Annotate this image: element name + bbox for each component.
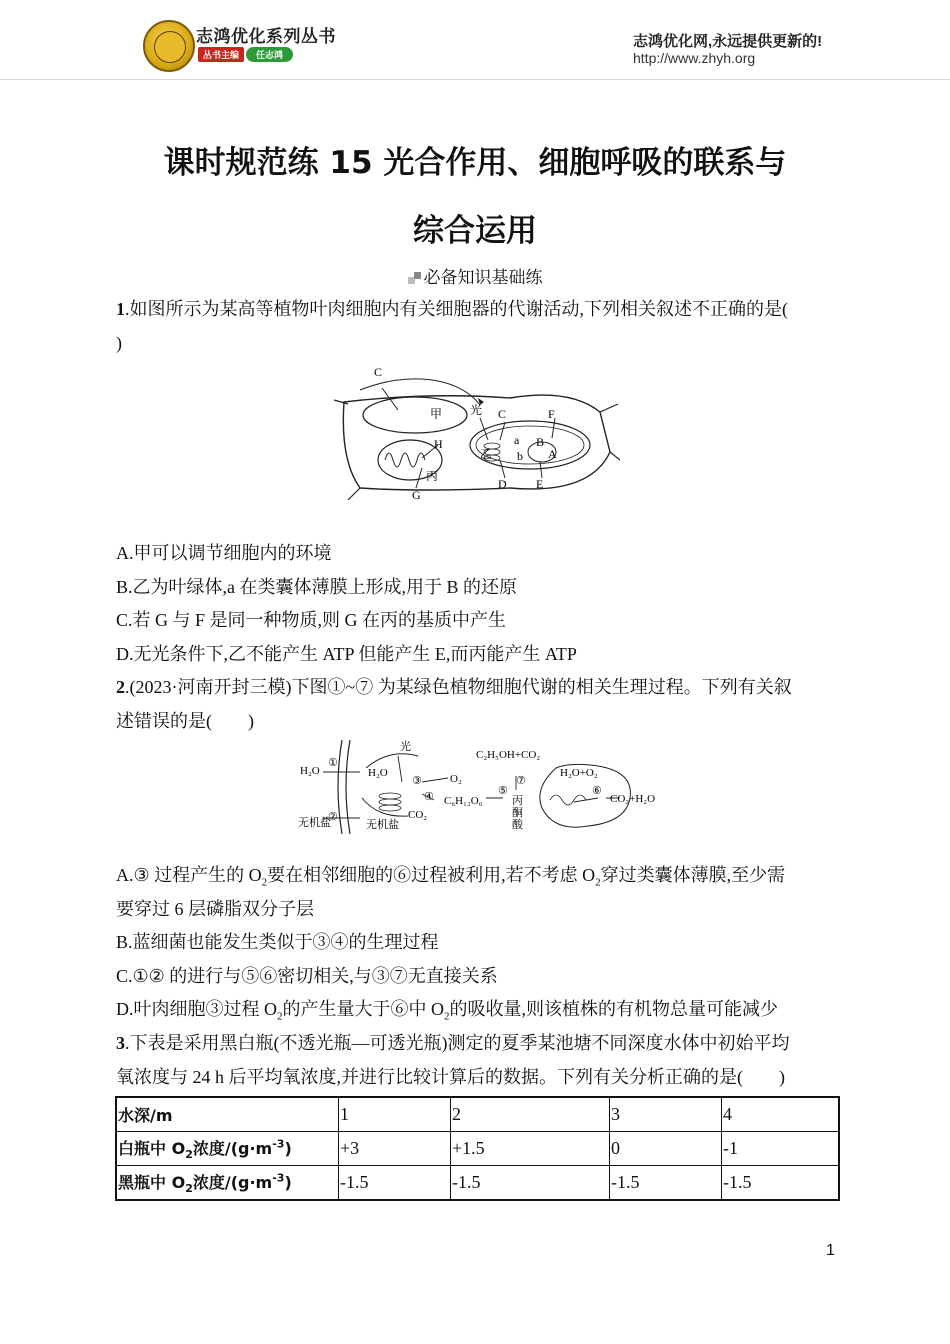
label-pyruvate-2: 酮: [512, 807, 523, 819]
table-cell: 1: [339, 1097, 451, 1132]
label-yi: 乙: [480, 447, 493, 461]
q1-stem-end: ): [116, 333, 122, 353]
table-cell: 2: [451, 1097, 610, 1132]
table-row: [116, 1166, 839, 1201]
label-light: 光: [470, 403, 483, 417]
table-cell: -1: [722, 1132, 840, 1166]
header-divider: [0, 79, 950, 80]
label-g: G: [412, 488, 421, 502]
label-a-small: a: [514, 433, 520, 447]
table-cell: -1.5: [339, 1166, 451, 1201]
q2-stem-line-2: 述错误的是( ): [116, 711, 254, 731]
label-h2o-inner: H₂O: [368, 767, 388, 779]
table-cell: -1.5: [722, 1166, 840, 1201]
table-cell: 水深/m: [116, 1097, 339, 1132]
label-b-upper: B: [536, 435, 545, 449]
label-h2o-o2: H₂O+O₂: [560, 767, 598, 779]
site-slogan: 志鸿优化网,永远提供更新的!: [633, 33, 823, 50]
publisher-seal-logo: [143, 20, 195, 72]
label-h2o-left: H₂O: [300, 765, 320, 777]
label-salt-right: 无机盐: [366, 819, 399, 831]
label-circle-1: ①: [328, 757, 338, 769]
page-title-line-1: 课时规范练 15 光合作用、细胞呼吸的联系与: [163, 145, 787, 181]
table-cell: 白瓶中 $O_2$浓度$/(g\cdot m^{-3})$: [116, 1132, 339, 1166]
label-circle-4: ④: [424, 791, 434, 803]
q1-option-a[interactable]: A.甲可以调节细胞内的环境: [116, 543, 332, 563]
label-e: E: [536, 477, 544, 491]
label-circle-6: ⑥: [592, 785, 602, 797]
site-url[interactable]: http://www.zhyh.org: [633, 50, 756, 66]
q3-stem: [116, 1026, 836, 1060]
section-square-icon: [408, 272, 422, 284]
page-header: [0, 0, 950, 80]
label-circle-5: ⑤: [498, 785, 508, 797]
label-c-top: C: [374, 365, 383, 379]
table-cell: -1.5: [451, 1166, 610, 1201]
label-co2-bottom: CO₂: [408, 809, 428, 821]
q1-option-c[interactable]: C.若 G 与 F 是同一种物质,则 G 在丙的基质中产生: [116, 610, 507, 630]
table-cell: 0: [610, 1132, 722, 1166]
table-cell: +3: [339, 1132, 451, 1166]
label-b-small: b: [517, 449, 523, 463]
table-cell: 黑瓶中 $O_2$浓度$/(g\cdot m^{-3})$: [116, 1166, 339, 1201]
q1-number: 1: [116, 299, 125, 319]
table-cell: +1.5: [451, 1132, 610, 1166]
q3-number: 3: [116, 1033, 125, 1053]
q2-option-c[interactable]: C.①② 的进行与⑤⑥密切相关,与③⑦无直接关系: [116, 966, 498, 986]
q1-stem-text: .如图所示为某高等植物叶肉细胞内有关细胞器的代谢活动,下列相关叙述不正确的是(: [125, 299, 788, 319]
label-circle-7: ⑦: [516, 775, 526, 787]
label-circle-3: ③: [412, 775, 422, 787]
q1-stem: [116, 292, 836, 326]
editor-name: 任志鸿: [246, 47, 293, 62]
label-jia: 甲: [430, 407, 443, 421]
section-label: 必备知识基础练: [423, 268, 543, 288]
series-title: 志鸿优化系列丛书: [196, 27, 336, 46]
q2-stem: [116, 670, 836, 704]
label-f: F: [548, 407, 555, 421]
label-circle-2: ②: [328, 811, 338, 823]
q1-cell-diagram: [330, 360, 620, 510]
label-light: 光: [400, 741, 411, 753]
editor-label: 丛书主编: [198, 47, 244, 62]
q2-option-a-line-2: 要穿过 6 层磷脂双分子层: [116, 899, 314, 919]
q2-number: 2: [116, 677, 125, 697]
table-cell: -1.5: [610, 1166, 722, 1201]
table-row: [116, 1097, 839, 1132]
section-heading: [0, 263, 950, 288]
label-a-upper: A: [548, 447, 557, 461]
table-cell: 4: [722, 1097, 840, 1132]
label-h: H: [434, 437, 443, 451]
q1-option-d[interactable]: D.无光条件下,乙不能产生 ATP 但能产生 E,而丙能产生 ATP: [116, 644, 577, 664]
q2-option-a[interactable]: A.③ 过程产生的 $O_2$要在相邻细胞的⑥过程被利用,若不考虑 $O_2$穿过类囊体薄膜,至少需: [116, 865, 786, 889]
q3-stem-text: .下表是采用黑白瓶(不透光瓶—可透光瓶)测定的夏季某池塘不同深度水体中初始平均: [125, 1033, 790, 1053]
table-row: [116, 1132, 839, 1166]
label-ethanol: C₂H₅OH+CO₂: [476, 749, 541, 761]
q3-data-table: [115, 1096, 840, 1201]
q1-option-b[interactable]: B.乙为叶绿体,a 在类囊体薄膜上形成,用于 B 的还原: [116, 577, 517, 597]
label-c-right: C: [498, 407, 507, 421]
q2-metabolism-diagram: [298, 738, 678, 838]
label-salt-left: 无机盐: [298, 817, 331, 829]
table-cell: 3: [610, 1097, 722, 1132]
q2-option-d[interactable]: D.叶肉细胞③过程 $O_2$的产生量大于⑥中 $O_2$的吸收量,则该植株的有机物总量可能减少: [116, 999, 778, 1023]
label-pyruvate-3: 酸: [512, 819, 523, 831]
label-pyruvate-1: 丙: [512, 795, 523, 807]
series-editor: [198, 47, 293, 61]
label-d: D: [498, 477, 507, 491]
q2-stem-text: .(2023·河南开封三模)下图①~⑦ 为某绿色植物细胞代谢的相关生理过程。下列有关叙: [125, 677, 792, 697]
page-title-line-2: 综合运用: [413, 213, 537, 249]
label-bing: 丙: [426, 469, 439, 483]
page-number: 1: [826, 1242, 835, 1259]
label-o2: O₂: [450, 773, 462, 785]
q2-option-b[interactable]: B.蓝细菌也能发生类似于③④的生理过程: [116, 932, 439, 952]
label-co2-h2o: CO₂+H₂O: [610, 793, 656, 805]
q3-stem-line-2: 氧浓度与 24 h 后平均氧浓度,并进行比较计算后的数据。下列有关分析正确的是( ): [116, 1067, 785, 1087]
label-glucose: C₆H₁₂O₆: [444, 795, 483, 807]
